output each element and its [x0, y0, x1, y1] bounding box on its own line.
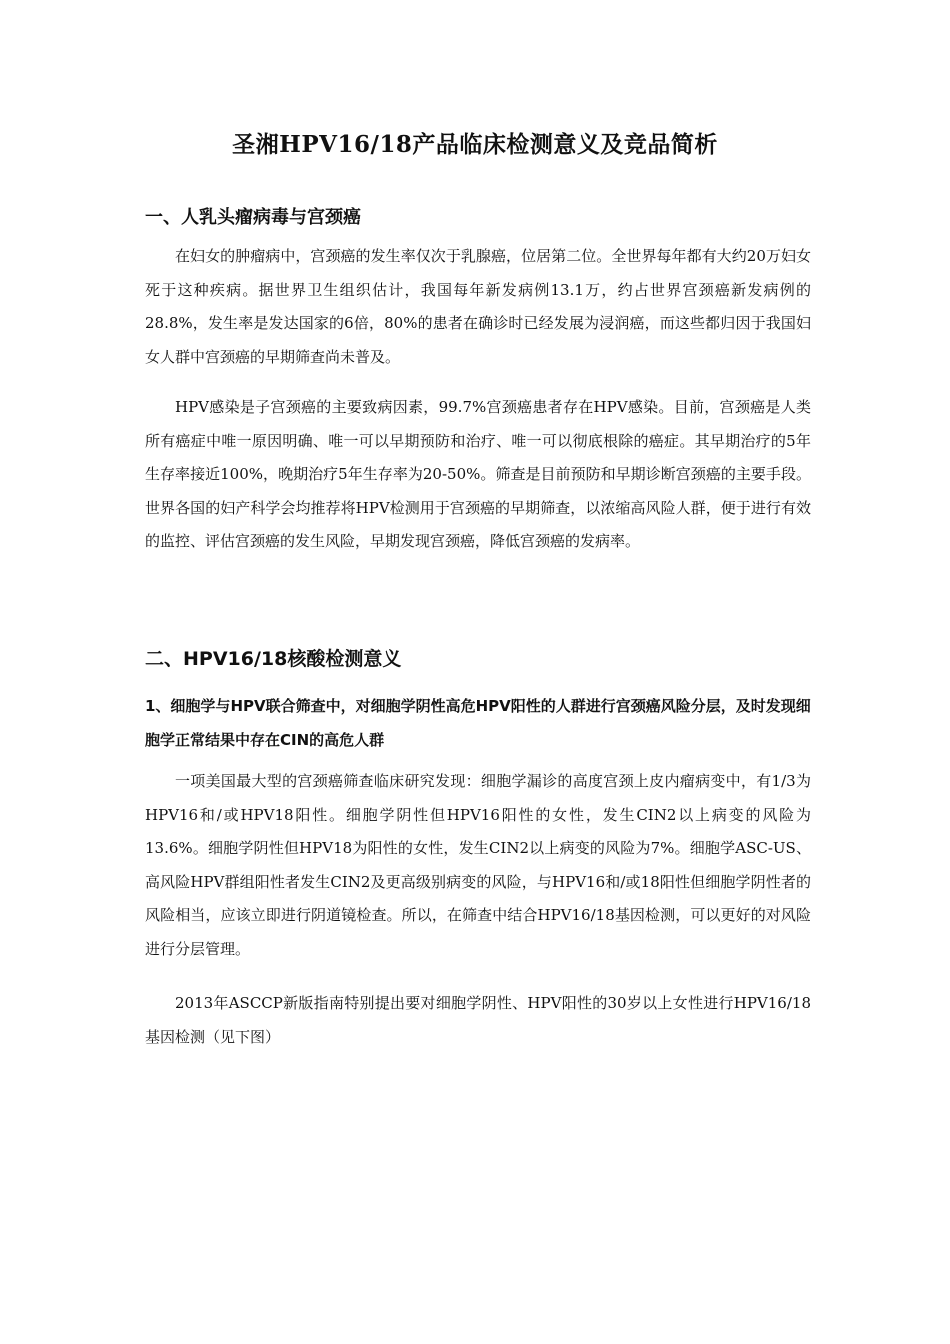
- paragraph-hpv-infection: HPV感染是子宫颈癌的主要致病因素，99.7%宫颈癌患者存在HPV感染。目前，宫颈癌是人类所有癌症中唯一原因明确、唯一可以早期预防和治疗、唯一可以彻底根除的癌症。其早期治疗的5年生存率接近100%，晚期治疗5年生存率为20-50%。筛查是目前预防和早期诊断宫颈癌的主要手段。世界各国的妇产科学会均推荐将HPV检测用于宫颈癌的早期筛查，以浓缩高风险人群，便于进行有效的监控、评估宫颈癌的发生风险，早期发现宫颈癌，降低宫颈癌的发病率。: [145, 398, 811, 551]
- paragraph-incidence: 在妇女的肿瘤病中，宫颈癌的发生率仅次于乳腺癌，位居第二位。全世界每年都有大约20万妇女死于这种疾病。据世界卫生组织估计，我国每年新发病例13.1万，约占世界宫颈癌新发病例的28.8%，发生率是发达国家的6倍，80%的患者在确诊时已经发展为浸润癌，而这些都归因于我国妇女人群中宫颈癌的早期筛查尚未普及。: [145, 247, 811, 366]
- section-heading-hpv-cervical-cancer: 一、人乳头瘤病毒与宫颈癌: [145, 207, 361, 228]
- subheading-risk-stratification: 1、细胞学与HPV联合筛查中，对细胞学阴性高危HPV阳性的人群进行宫颈癌风险分层，及时发现细胞学正常结果中存在CIN的高危人群: [145, 697, 811, 749]
- paragraph-us-study: 一项美国最大型的宫颈癌筛查临床研究发现：细胞学漏诊的高度宫颈上皮内瘤病变中，有1/3为HPV16和/或HPV18阳性。细胞学阴性但HPV16阳性的女性，发生CIN2以上病变的风险为13.6%。细胞学阴性但HPV18为阳性的女性，发生CIN2以上病变的风险为7%。细胞学ASC-US、高风险HPV群组阳性者发生CIN2及更高级别病变的风险，与HPV16和/或18阳性但细胞学阴性者的风险相当，应该立即进行阴道镜检查。所以，在筛查中结合HPV16/18基因检测，可以更好的对风险进行分层管理。: [145, 772, 811, 958]
- document-title: 圣湘HPV16/18产品临床检测意义及竞品简析: [232, 131, 718, 158]
- section-heading-hpv16-18-significance: 二、HPV16/18核酸检测意义: [145, 648, 402, 670]
- paragraph-asccp-guideline: 2013年ASCCP新版指南特别提出要对细胞学阴性、HPV阳性的30岁以上女性进行HPV16/18基因检测（见下图）: [145, 994, 811, 1046]
